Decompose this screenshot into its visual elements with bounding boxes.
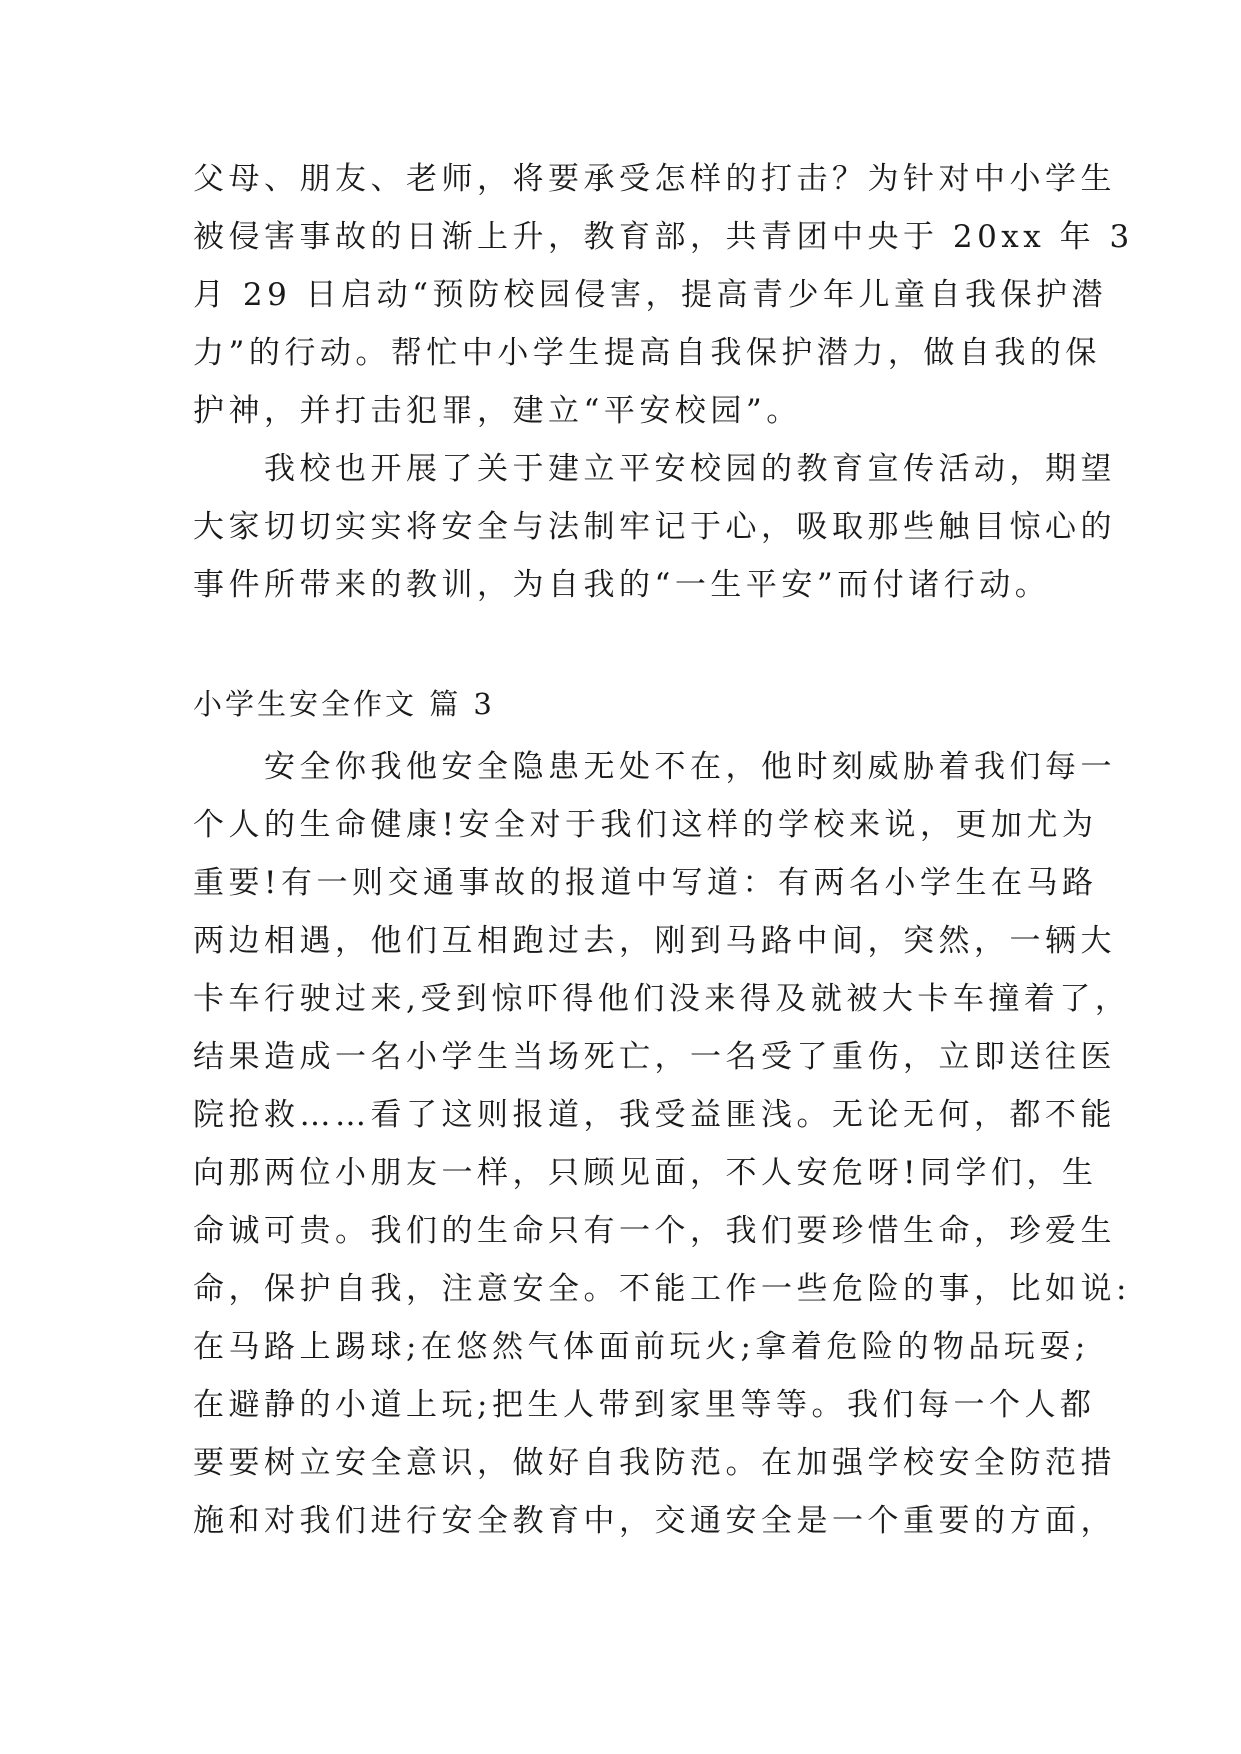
text-line: 要要树立安全意识，做好自我防范。在加强学校安全防范措 xyxy=(193,1445,1116,1481)
text-line: 力”的行动。帮忙中小学生提高自我保护潜力，做自我的保 xyxy=(193,335,1101,371)
text-line: 父母、朋友、老师，将要承受怎样的打击？为针对中小学生 xyxy=(193,161,1116,197)
text-line: 护神，并打击犯罪，建立“平安校园”。 xyxy=(193,393,802,429)
text-line: 我校也开展了关于建立平安校园的教育宣传活动，期望 xyxy=(193,451,1116,487)
text-line: 向那两位小朋友一样，只顾见面，不人安危呀!同学们，生 xyxy=(193,1155,1098,1191)
text-line: 事件所带来的教训，为自我的“一生平安”而付诸行动。 xyxy=(193,567,1051,603)
text-line: 大家切切实实将安全与法制牢记于心，吸取那些触目惊心的 xyxy=(193,509,1116,545)
paragraph-3 xyxy=(193,738,1131,1550)
text-line: 命诚可贵。我们的生命只有一个，我们要珍惜生命，珍爱生 xyxy=(193,1213,1116,1249)
text-line: 两边相遇，他们互相跑过去，刚到马路中间，突然，一辆大 xyxy=(193,923,1116,959)
text-line: 个人的生命健康!安全对于我们这样的学校来说，更加尤为 xyxy=(193,807,1098,843)
text-line: 卡车行驶过来,受到惊吓得他们没来得及就被大卡车撞着了， xyxy=(193,981,1131,1017)
text-line: 院抢救……看了这则报道，我受益匪浅。无论无何，都不能 xyxy=(193,1097,1116,1133)
text-line: 月 29 日启动“预防校园侵害，提高青少年儿童自我保护潜 xyxy=(193,277,1107,313)
paragraph-2 xyxy=(193,440,1116,614)
paragraph-1 xyxy=(193,150,1134,440)
text-line: 重要!有一则交通事故的报道中写道：有两名小学生在马路 xyxy=(193,865,1098,901)
text-line: 安全你我他安全隐患无处不在，他时刻威胁着我们每一 xyxy=(193,749,1116,785)
text-line: 在避静的小道上玩;把生人带到家里等等。我们每一个人都 xyxy=(193,1387,1096,1423)
text-line: 在马路上踢球;在悠然气体面前玩火;拿着危险的物品玩耍; xyxy=(193,1329,1090,1365)
text-line: 命，保护自我，注意安全。不能工作一些危险的事，比如说: xyxy=(193,1271,1131,1307)
text-line: 施和对我们进行安全教育中，交通安全是一个重要的方面， xyxy=(193,1503,1116,1539)
text-line: 结果造成一名小学生当场死亡，一名受了重伤，立即送往医 xyxy=(193,1039,1116,1075)
text-line: 被侵害事故的日渐上升，教育部，共青团中央于 20xx 年 3 xyxy=(193,219,1134,255)
section-heading: 小学生安全作文 篇 3 xyxy=(193,687,495,721)
